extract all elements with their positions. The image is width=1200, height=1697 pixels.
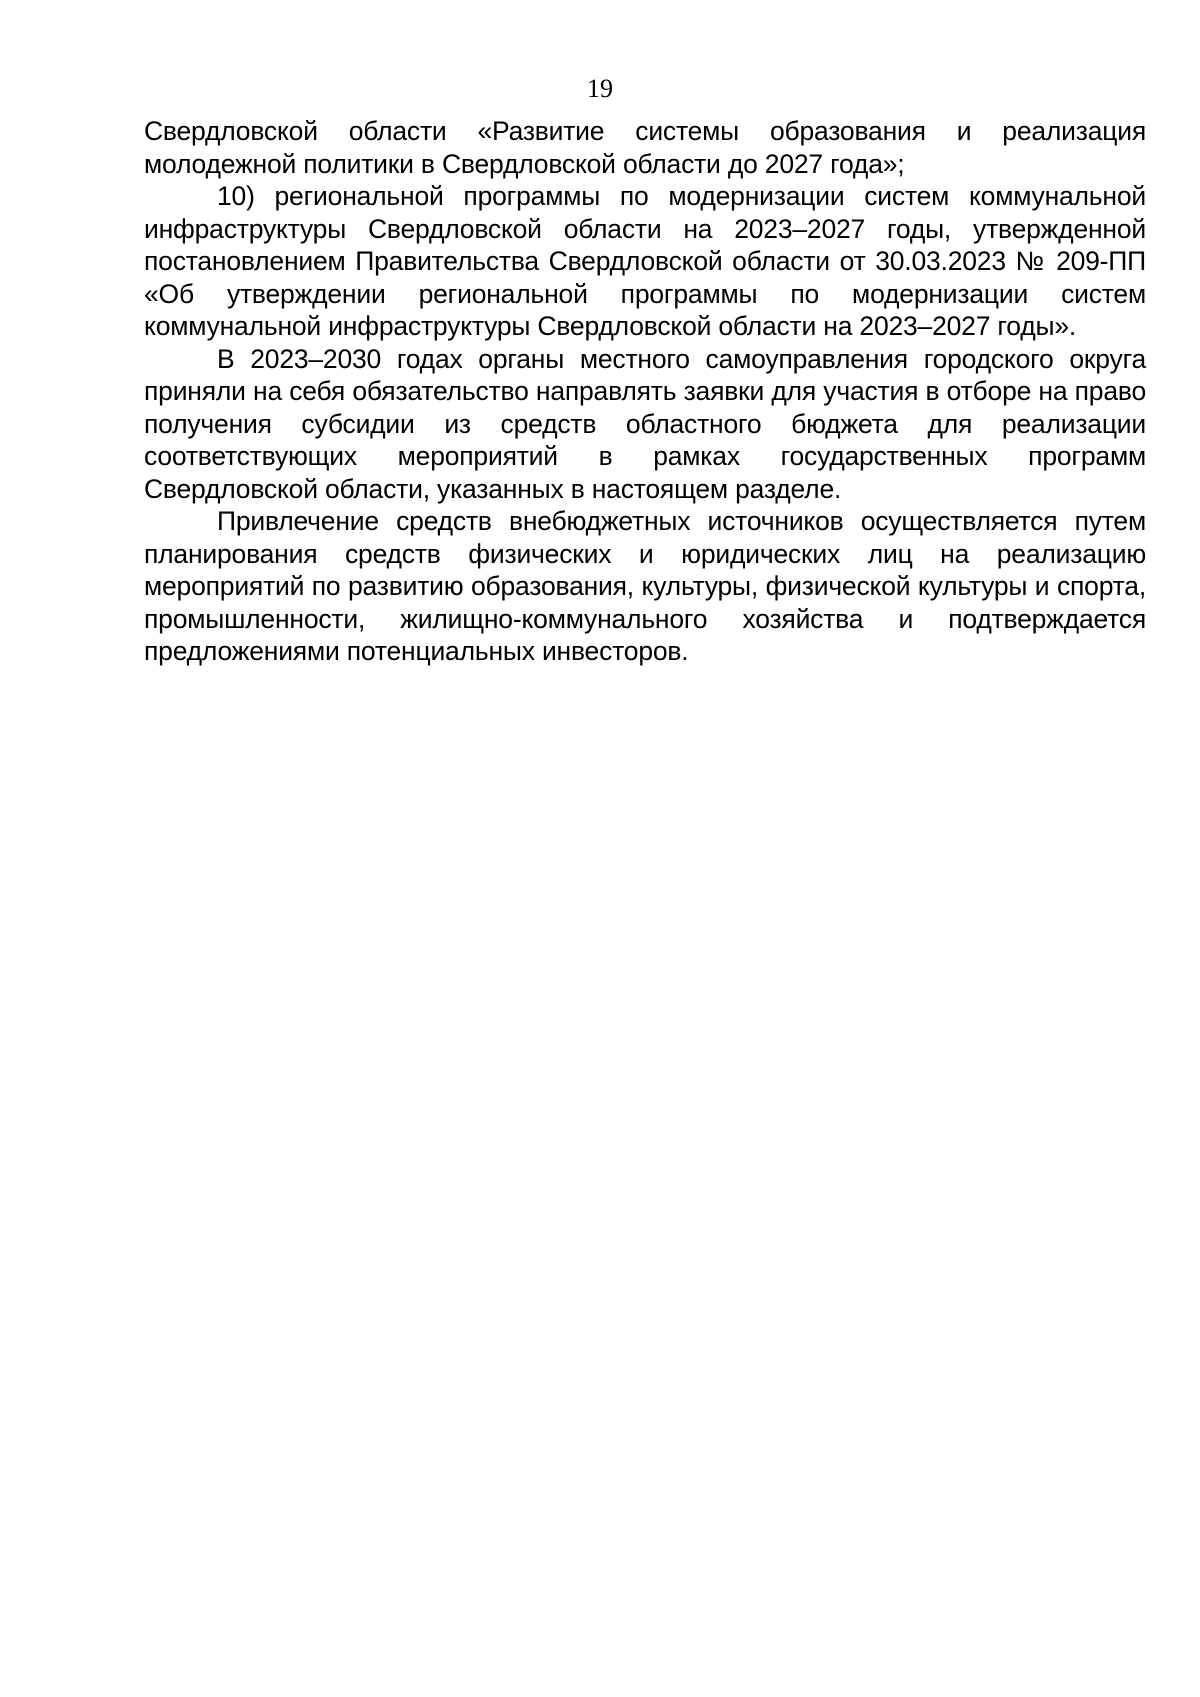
- paragraph-local-government: В 2023–2030 годах органы местного самоуправления городского округа приняли на себя обязательство направлять заявки для участия в отборе на право получения субсидии из средств областного бюджета для реализации соответствующих мероприятий в рамках государственных программ Свердловской области, указанных в настоящем разделе.: [144, 343, 1146, 504]
- paragraph-item-10: 10) региональной программы по модернизации систем коммунальной инфраструктуры Свердловской области на 2023–2027 годы, утвержденной постановлением Правительства Свердловской области от 30.03.2023 № 209-ПП «Об утверждении региональной программы по модернизации систем коммунальной инфраструктуры Свердловской области на 2023–2027 годы».: [144, 181, 1146, 341]
- page-number: 19: [587, 74, 613, 103]
- paragraph-continuation: Свердловской области «Развитие системы образования и реализация молодежной политики в Свердловской области до 2027 года»;: [144, 116, 1146, 179]
- document-body: [144, 115, 1146, 668]
- paragraph-extrabudgetary-sources: Привлечение средств внебюджетных источников осуществляется путем планирования средств физических и юридических лиц на реализацию мероприятий по развитию образования, культуры, физической культуры и спорта, промышленности, жилищно-коммунального хозяйства и подтверждается предложениями потенциальных инвесторов.: [144, 506, 1146, 666]
